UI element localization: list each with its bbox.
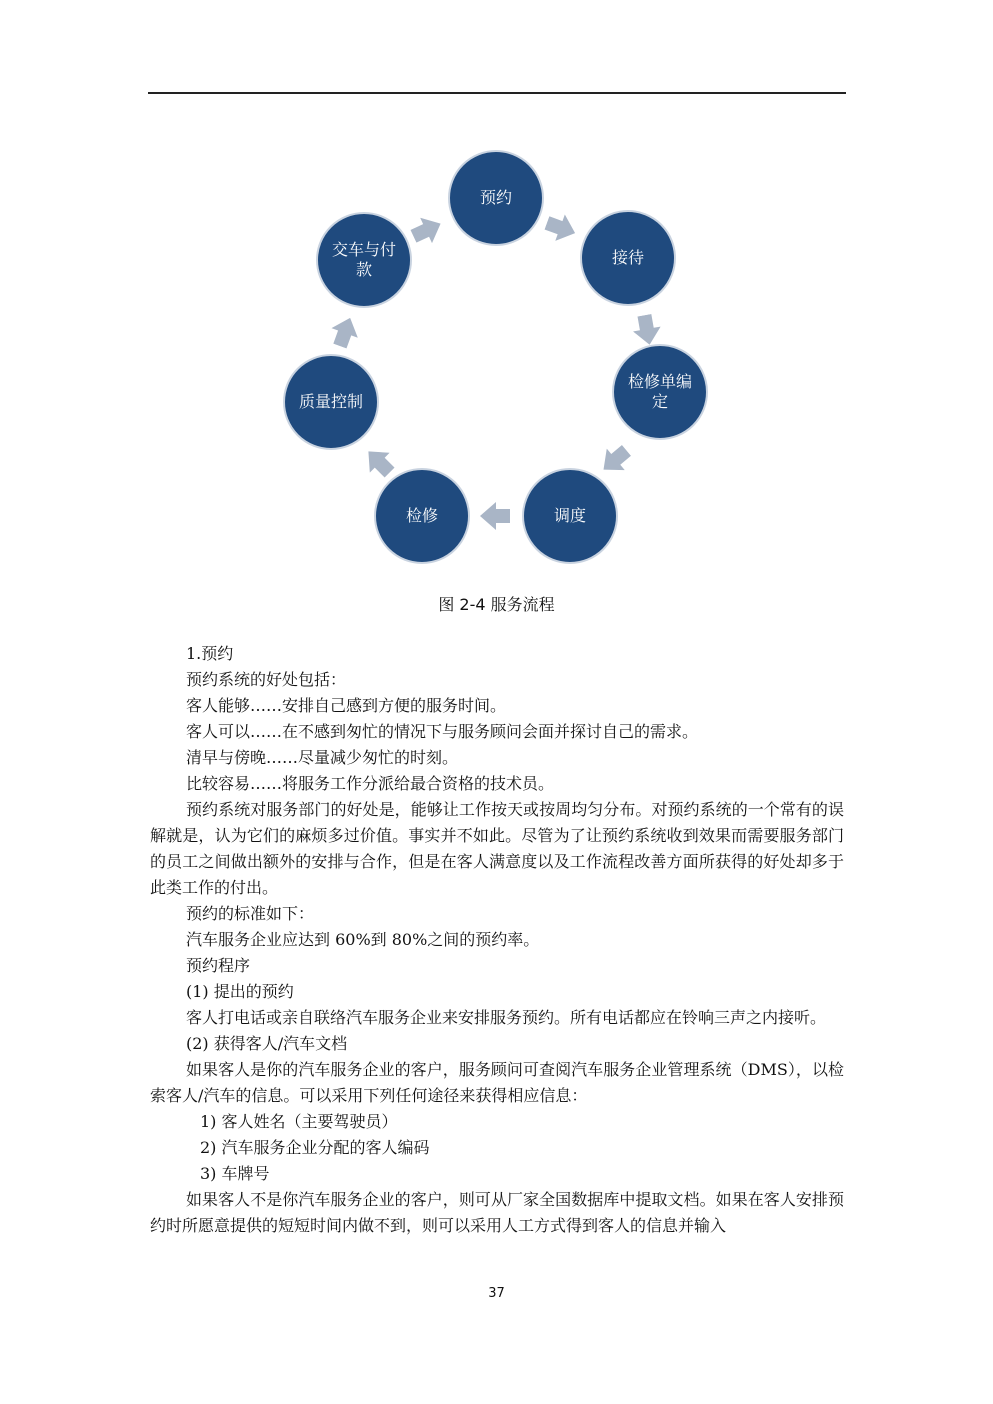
paragraph: 预约系统对服务部门的好处是，能够让工作按天或按周均匀分布。对预约系统的一个常有的误解就是，认为它们的麻烦多过价值。事实并不如此。尽管为了让预约系统收到效果而需要服务部门的员工之间做出额外的安排与合作，但是在客人满意度以及工作流程改善方面所获得的好处却多于此类工作的付出。 bbox=[150, 800, 844, 897]
paragraph: 比较容易……将服务工作分派给最合资格的技术员。 bbox=[186, 774, 555, 793]
paragraph: 汽车服务企业应达到 60%到 80%之间的预约率。 bbox=[186, 930, 540, 949]
node-delivery-payment: 交车与付款 bbox=[316, 212, 412, 308]
paragraph: 预约的标准如下： bbox=[186, 904, 315, 923]
node-reception: 接待 bbox=[580, 210, 676, 306]
node-quality-control: 质量控制 bbox=[283, 354, 379, 450]
flow-arrow-icon bbox=[542, 210, 580, 247]
flow-arrow-icon bbox=[631, 313, 664, 347]
list-item: 1) 客人姓名（主要驾驶员） bbox=[200, 1112, 398, 1131]
paragraph: 客人打电话或亲自联络汽车服务企业来安排服务预约。所有电话都应在铃响三声之内接听。 bbox=[186, 1008, 827, 1027]
paragraph: (1) 提出的预约 bbox=[186, 982, 294, 1001]
node-repair-order: 检修单编定 bbox=[612, 344, 708, 440]
paragraph: 如果客人是你的汽车服务企业的客户，服务顾问可查阅汽车服务企业管理系统（DMS），以检索客人/汽车的信息。可以采用下列任何途径来获得相应信息： bbox=[150, 1060, 844, 1105]
node-repair: 检修 bbox=[374, 468, 470, 564]
node-dispatch: 调度 bbox=[522, 468, 618, 564]
flow-arrow-icon bbox=[480, 502, 510, 530]
flow-arrow-icon bbox=[407, 211, 446, 249]
paragraph: 清早与傍晚……尽量减少匆忙的时刻。 bbox=[186, 748, 459, 767]
paragraph: 预约系统的好处包括： bbox=[186, 670, 347, 689]
figure-caption: 图 2-4 服务流程 bbox=[438, 595, 555, 614]
header-rule bbox=[148, 92, 846, 94]
paragraph: (2) 获得客人/汽车文档 bbox=[186, 1034, 348, 1053]
flow-arrow-icon bbox=[595, 440, 636, 481]
flow-arrow-icon bbox=[327, 313, 364, 351]
list-item: 3) 车牌号 bbox=[200, 1164, 270, 1183]
service-flow-diagram bbox=[270, 140, 730, 580]
list-item: 2) 汽车服务企业分配的客人编码 bbox=[200, 1138, 430, 1157]
paragraph: 如果客人不是你汽车服务企业的客户，则可从厂家全国数据库中提取文档。如果在客人安排预约时所愿意提供的短短时间内做不到，则可以采用人工方式得到客人的信息并输入 bbox=[150, 1190, 844, 1235]
node-appointment: 预约 bbox=[448, 150, 544, 246]
page-number: 37 bbox=[488, 1286, 505, 1301]
section-heading: 1.预约 bbox=[186, 644, 234, 663]
paragraph: 客人可以……在不感到匆忙的情况下与服务顾问会面并探讨自己的需求。 bbox=[186, 722, 699, 741]
paragraph: 预约程序 bbox=[186, 956, 251, 975]
body-text bbox=[150, 641, 844, 1239]
paragraph: 客人能够……安排自己感到方便的服务时间。 bbox=[186, 696, 507, 715]
